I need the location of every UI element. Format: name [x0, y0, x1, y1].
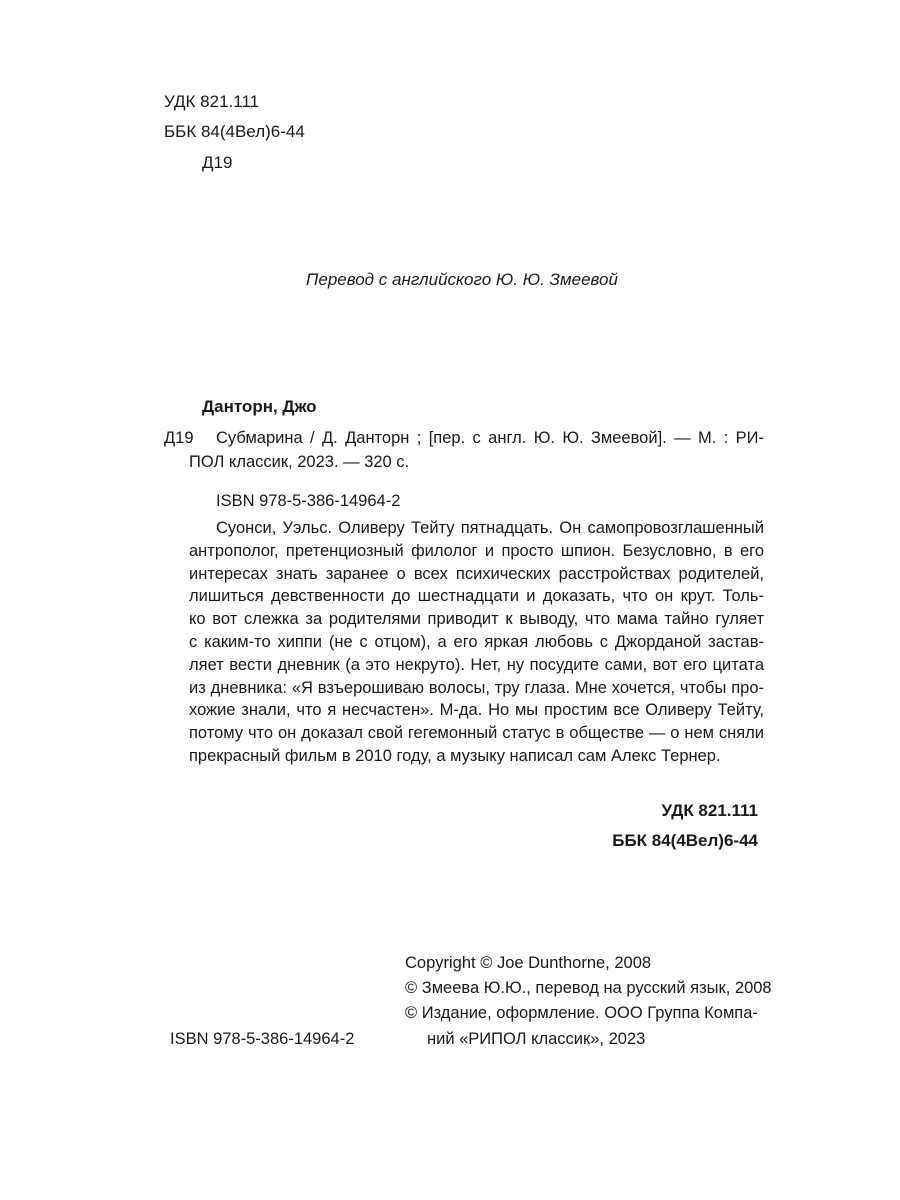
annotation-line: ляет вести дневник (а это некруто). Нет, ну посудите сами, вот его цитата — [189, 655, 764, 674]
annotation-line: интересах знать заранее о всех психических расстройствах родителей, — [189, 564, 764, 583]
bib-line-2: ПОЛ классик, 2023. — 320 с. — [189, 453, 410, 471]
udk-code-bottom: УДК 821.111 — [661, 801, 758, 820]
author-mark-top: Д19 — [202, 153, 233, 172]
copyright-line-1: Copyright © Joe Dunthorne, 2008 — [405, 954, 652, 972]
annotation-line: из дневника: «Я взъерошиваю волосы, тру глаза. Мне хочется, чтобы про- — [189, 678, 764, 697]
bbk-code-top: ББК 84(4Вел)6-44 — [164, 122, 305, 141]
copyright-line-4: ний «РИПОЛ классик», 2023 — [427, 1030, 646, 1048]
bbk-code-bottom: ББК 84(4Вел)6-44 — [612, 831, 758, 850]
catalog-mark: Д19 — [164, 429, 194, 447]
bib-line-1: Субмарина / Д. Данторн ; [пер. с англ. Ю. Ю. Змеевой]. — М. : РИ- — [216, 429, 764, 447]
annotation-line: потому что он доказал свой гегемонный статус в обществе — о нем сняли — [189, 724, 764, 743]
catalog-author: Данторн, Джо — [202, 397, 317, 416]
annotation-line: хожие знали, что я несчастен». М-да. Но мы простим все Оливеру Тейту, — [189, 701, 764, 720]
annotation-line: прекрасный фильм в 2010 году, а музыку написал сам Алекс Тернер. — [189, 746, 721, 765]
footer-isbn: ISBN 978-5-386-14964-2 — [170, 1030, 355, 1048]
copyright-line-2: © Змеева Ю.Ю., перевод на русский язык, 2008 — [405, 979, 772, 997]
translation-note: Перевод с английского Ю. Ю. Змеевой — [306, 270, 618, 289]
copyright-line-3: © Издание, оформление. ООО Группа Компа- — [405, 1004, 758, 1022]
udk-code-top: УДК 821.111 — [164, 92, 260, 111]
annotation-line: антрополог, претенциозный филолог и просто шпион. Безусловно, в его — [189, 541, 764, 560]
annotation-line: с каким-то хиппи (не с отцом), а его яркая любовь с Джорданой застав- — [189, 632, 764, 651]
annotation-paragraph — [189, 517, 764, 768]
annotation-line: ко вот слежка за родителями приводит к выводу, что мама тайно гуляет — [189, 610, 764, 629]
annotation-line: Суонси, Уэльс. Оливеру Тейту пятнадцать. Он самопровозглашенный — [216, 519, 764, 537]
catalog-isbn: ISBN 978-5-386-14964-2 — [216, 492, 401, 510]
annotation-line: лишиться девственности до шестнадцати и доказать, что он крут. Толь- — [189, 587, 764, 606]
